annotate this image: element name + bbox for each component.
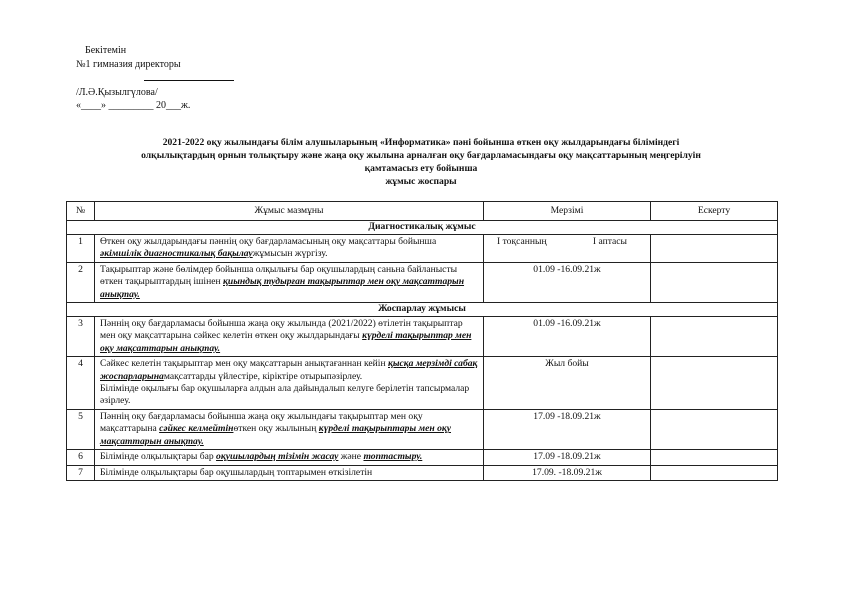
row-num: 7 xyxy=(67,465,95,480)
emphasis: қиындық тудырған тақырыптар мен оқу мақсаттарын анықтау. xyxy=(100,276,465,300)
row-note xyxy=(651,450,778,465)
header-note: Ескерту xyxy=(651,202,778,221)
emphasis: күрделі тақырыптары мен оқу мақсаттарын анықтау. xyxy=(100,423,451,447)
row-content xyxy=(95,317,484,357)
term-part: І тоқсанның xyxy=(497,236,547,247)
row-note xyxy=(651,317,778,357)
header-num: № xyxy=(67,202,95,221)
row-term: 17.09. -18.09.21ж xyxy=(484,465,651,480)
table-row xyxy=(67,465,778,480)
table-row xyxy=(67,357,778,410)
text: өткен оқу жылының xyxy=(233,423,319,435)
emphasis: топтастыру. xyxy=(363,451,423,463)
row-term: 01.09 -16.09.21ж xyxy=(484,317,651,357)
row-content xyxy=(95,409,484,449)
work-plan-table xyxy=(66,201,778,481)
section-planning: Жоспарлау жұмысы xyxy=(67,303,778,317)
row-note xyxy=(651,235,778,263)
row-term xyxy=(484,235,651,263)
row-num: 4 xyxy=(67,357,95,410)
section-row xyxy=(67,221,778,235)
text: және xyxy=(338,451,364,463)
approval-block xyxy=(76,44,234,113)
document-title xyxy=(60,136,782,188)
emphasis: қысқа мерзімді сабақ жоспарларына xyxy=(100,358,478,382)
row-num: 2 xyxy=(67,262,95,302)
row-num: 3 xyxy=(67,317,95,357)
table-row xyxy=(67,317,778,357)
row-content xyxy=(95,262,484,302)
title-line-3: қамтамасыз ету бойынша xyxy=(364,163,478,174)
approval-approve: Бекітемін xyxy=(85,45,127,56)
text: Білімінде оқылығы бар оқушыларға алдын ала дайындалып келуге берілетін тапсырмалар әзірлеу. xyxy=(100,383,470,407)
text: Тақырыптар және бөлімдер бойынша олқылығы бар оқушылардың саньна байланысты өткен тақырыптардың ішінен xyxy=(100,263,458,288)
row-term: 17.09 -18.09.21ж xyxy=(484,450,651,465)
text: Өткен оқу жылдарындағы пәннің оқу бағдарламасының оқу мақсаттары бойынша xyxy=(100,236,437,247)
row-content xyxy=(95,450,484,465)
section-row xyxy=(67,303,778,317)
table-row xyxy=(67,450,778,465)
row-content: Білімінде олқылықтары бар оқушылардың топтарымен өткізілетін xyxy=(95,465,484,480)
table-header-row xyxy=(67,202,778,221)
term-part: І аптасы xyxy=(592,236,627,247)
approval-signature-line xyxy=(76,71,234,86)
text: Сәйкес келетін тақырыптар мен оқу мақсаттарын анықтағаннан кейін xyxy=(100,358,388,370)
section-diagnostic: Диагностикалық жұмыс xyxy=(67,221,778,235)
table-row xyxy=(67,409,778,449)
emphasis: күрделі тақырыптар мен оқу мақсаттарын анықтау. xyxy=(100,330,472,354)
row-note xyxy=(651,262,778,302)
title-line-4: жұмыс жоспары xyxy=(385,176,457,187)
header-content: Жұмыс мазмұны xyxy=(95,202,484,221)
title-line-2: олқылықтардың орнын толықтыру және жаңа оқу жылына арналған оқу бағдарламасындағы оқу мақсаттарының меңгерілуін xyxy=(141,150,701,161)
text: мақсаттарды үйлестіре, кіріктіре отырыпәзірлеу. xyxy=(163,370,363,382)
approval-name: /Л.Ә.Қызылгүлова/ xyxy=(76,86,158,98)
table-row xyxy=(67,262,778,302)
row-num: 6 xyxy=(67,450,95,465)
row-term: Жыл бойы xyxy=(484,357,651,410)
row-num: 5 xyxy=(67,409,95,449)
row-note xyxy=(651,409,778,449)
row-note xyxy=(651,357,778,410)
approval-position: №1 гимназия директоры xyxy=(76,58,181,70)
text: Пәннің оқу бағдарламасы бойынша жаңа оқу жылындағы тақырыптар мен оқу мақсаттарына xyxy=(100,410,423,435)
row-note xyxy=(651,465,778,480)
title-line-1: 2021-2022 оқу жылындағы білім алушыларының «Информатика» пәні бойынша өткен оқу жылдарындағы біліміндегі xyxy=(162,137,680,148)
row-term: 01.09 -16.09.21ж xyxy=(484,262,651,302)
row-content xyxy=(95,235,484,263)
header-term: Мерзімі xyxy=(484,202,651,221)
text: жұмысын жүргізу. xyxy=(252,248,328,260)
table-row xyxy=(67,235,778,263)
emphasis: сәйкес келмейтін xyxy=(159,423,234,435)
text: Білімінде олқылықтары бар xyxy=(100,451,217,463)
emphasis: оқушылардың тізімін жасау xyxy=(216,451,339,463)
row-content xyxy=(95,357,484,410)
row-term: 17.09 -18.09.21ж xyxy=(484,409,651,449)
text: Пәннің оқу бағдарламасы бойынша жаңа оқу жылында (2021/2022) өтілетін тақырыптар мен оқу мақсаттарына сәйкес келетін өткен оқу жылдарындағы xyxy=(100,318,463,342)
emphasis: әкімшілік диагностикалық бақылау xyxy=(100,248,253,260)
row-num: 1 xyxy=(67,235,95,263)
approval-date: «____» _________ 20___ж. xyxy=(76,100,191,111)
